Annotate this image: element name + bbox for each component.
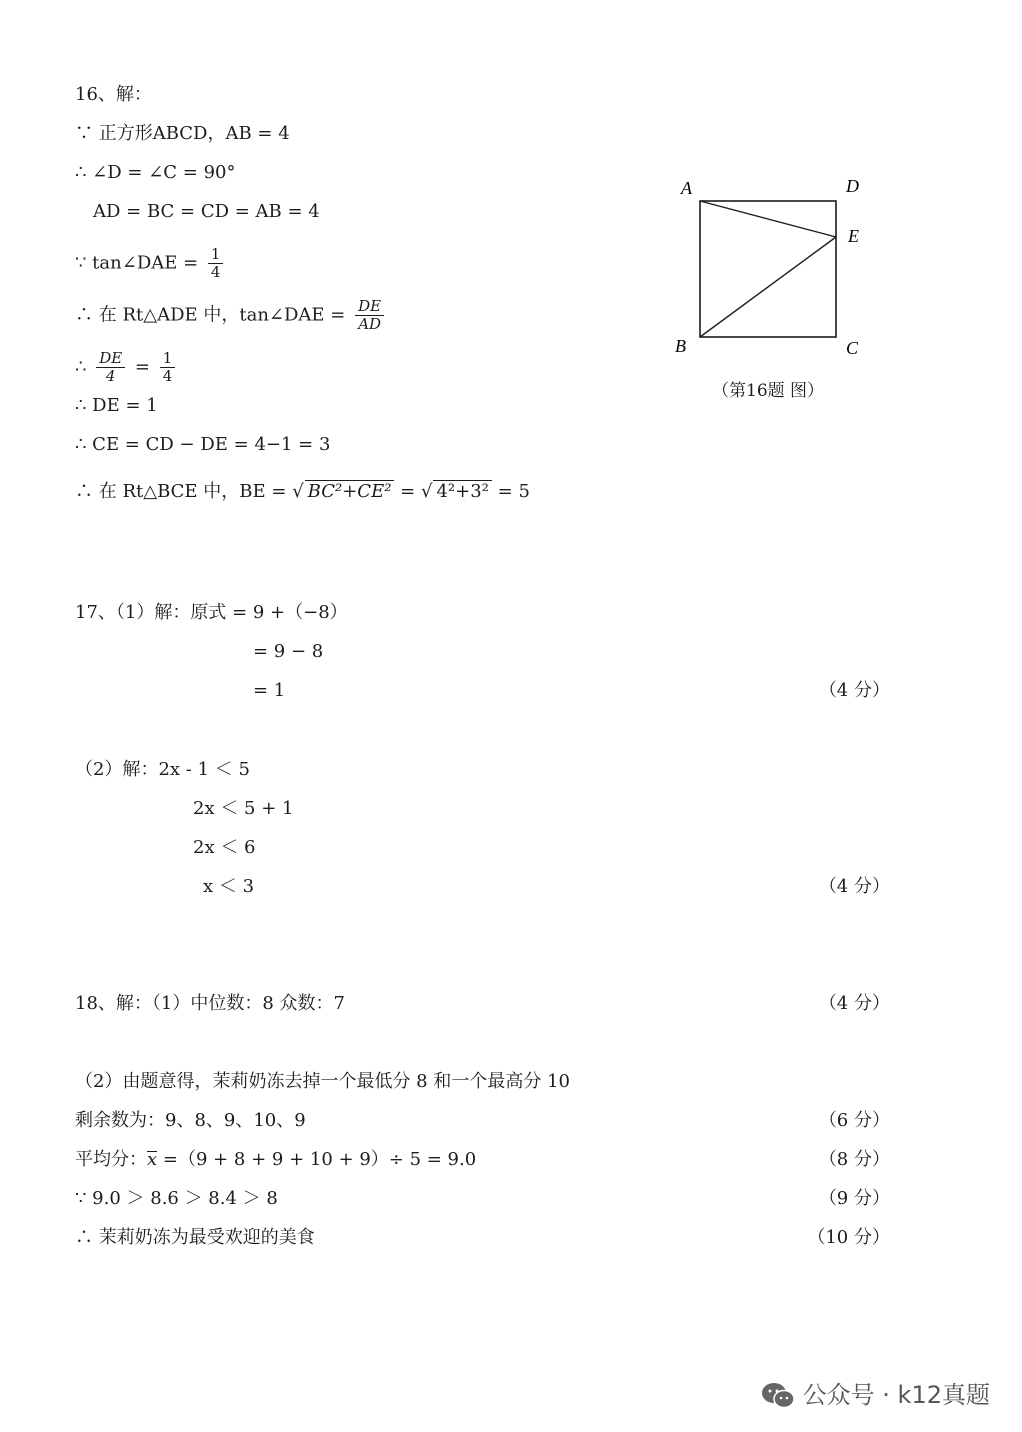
q16-proportion-prefix: ∴ (75, 356, 87, 378)
segment-be (700, 237, 836, 337)
q16-square-figure (660, 170, 890, 410)
q16-line-proportion (75, 350, 179, 385)
label-d: D (846, 176, 859, 196)
q18-line-remaining: 剩余数为：9、8、9、10、9 (75, 1110, 306, 1131)
fraction (208, 246, 224, 281)
label-a: A (681, 178, 692, 198)
fraction-numerator: DE (355, 298, 384, 316)
q16-tan-prefix: ∵ tan∠DAE = (75, 252, 199, 274)
q16-line-de: ∴ DE = 1 (75, 395, 158, 416)
fraction-numerator: 1 (208, 246, 224, 264)
sqrt-radicand: 4²+3² (433, 480, 491, 503)
fraction-denominator: 4 (210, 263, 221, 281)
fraction (96, 350, 125, 385)
q17-part1-line1: 17、（1）解：原式 = 9 +（−8） (75, 602, 348, 623)
watermark-text: 公众号 · k12真题 (802, 1381, 990, 1409)
fraction-numerator: 1 (160, 350, 176, 368)
q18-line-median-mode: 18、解：（1）中位数：8 众数：7 (75, 993, 345, 1014)
q16-line-tan (75, 246, 227, 281)
label-b: B (675, 336, 686, 356)
q17-part2-line4: x ＜ 3 (203, 876, 255, 897)
fraction-denominator: 4 (105, 367, 116, 385)
q18-line-conclusion: ∴ 茉莉奶冻为最受欢迎的美食 (75, 1227, 315, 1248)
q16-line-angles: ∴ ∠D = ∠C = 90° (75, 162, 236, 183)
q16-line-ce: ∴ CE = CD − DE = 4−1 = 3 (75, 434, 331, 455)
label-e: E (848, 226, 859, 246)
q16-be-result: = 5 (497, 481, 530, 502)
equals-sign: = (134, 356, 150, 378)
q16-line-sides: AD = BC = CD = AB = 4 (93, 201, 320, 222)
mean-symbol: x (147, 1149, 158, 1170)
q18-line-remove: （2）由题意得，茉莉奶冻去掉一个最低分 8 和一个最高分 10 (75, 1071, 570, 1092)
radical-sign: √ (292, 481, 304, 502)
q16-line-be (75, 480, 530, 503)
q18-score-4: （4 分） (818, 993, 890, 1014)
fraction-numerator: DE (96, 350, 125, 368)
segment-ae (700, 201, 836, 237)
q16-be-prefix: ∴ 在 Rt△BCE 中，BE = (75, 481, 287, 502)
radical-sign: √ (421, 481, 433, 502)
q16-rt-ade-prefix: ∴ 在 Rt△ADE 中，tan∠DAE = (75, 304, 346, 326)
sqrt-radicand: BC²+CE² (305, 480, 395, 503)
q18-score-9: （9 分） (818, 1188, 890, 1209)
q18-score-6: （6 分） (818, 1110, 890, 1131)
q17-part1-line2: = 9 − 8 (253, 641, 324, 662)
q17-part2-line1: （2）解：2x - 1 ＜ 5 (75, 759, 250, 780)
fraction-denominator: AD (358, 315, 382, 333)
fraction (160, 350, 176, 385)
q18-average-prefix: 平均分： (75, 1149, 147, 1170)
q18-average-expression: =（9 + 8 + 9 + 10 + 9）÷ 5 = 9.0 (157, 1149, 477, 1170)
label-c: C (846, 338, 859, 358)
q18-score-8: （8 分） (818, 1149, 890, 1170)
q16-line-rt-ade (75, 298, 388, 333)
fraction (355, 298, 384, 333)
q17-part2-line3: 2x ＜ 6 (193, 837, 256, 858)
watermark (761, 1375, 990, 1410)
q17-part2-line2: 2x ＜ 5 + 1 (193, 798, 294, 819)
square-abcd (700, 201, 836, 337)
q18-line-compare: ∵ 9.0 ＞ 8.6 ＞ 8.4 ＞ 8 (75, 1188, 278, 1209)
fraction-denominator: 4 (162, 367, 173, 385)
q18-score-10: （10 分） (807, 1227, 890, 1248)
q17-part2-score: （4 分） (818, 876, 890, 897)
equals-sign: = (400, 481, 416, 502)
q17-part1-score: （4 分） (818, 680, 890, 701)
q18-line-average (75, 1149, 476, 1171)
wechat-icon (761, 1382, 795, 1410)
q16-figure-caption: （第16题 图） (712, 381, 825, 401)
q16-line-given: ∵ 正方形ABCD，AB = 4 (75, 123, 290, 144)
q17-part1-line3: = 1 (253, 680, 286, 701)
q16-header: 16、解： (75, 84, 152, 105)
